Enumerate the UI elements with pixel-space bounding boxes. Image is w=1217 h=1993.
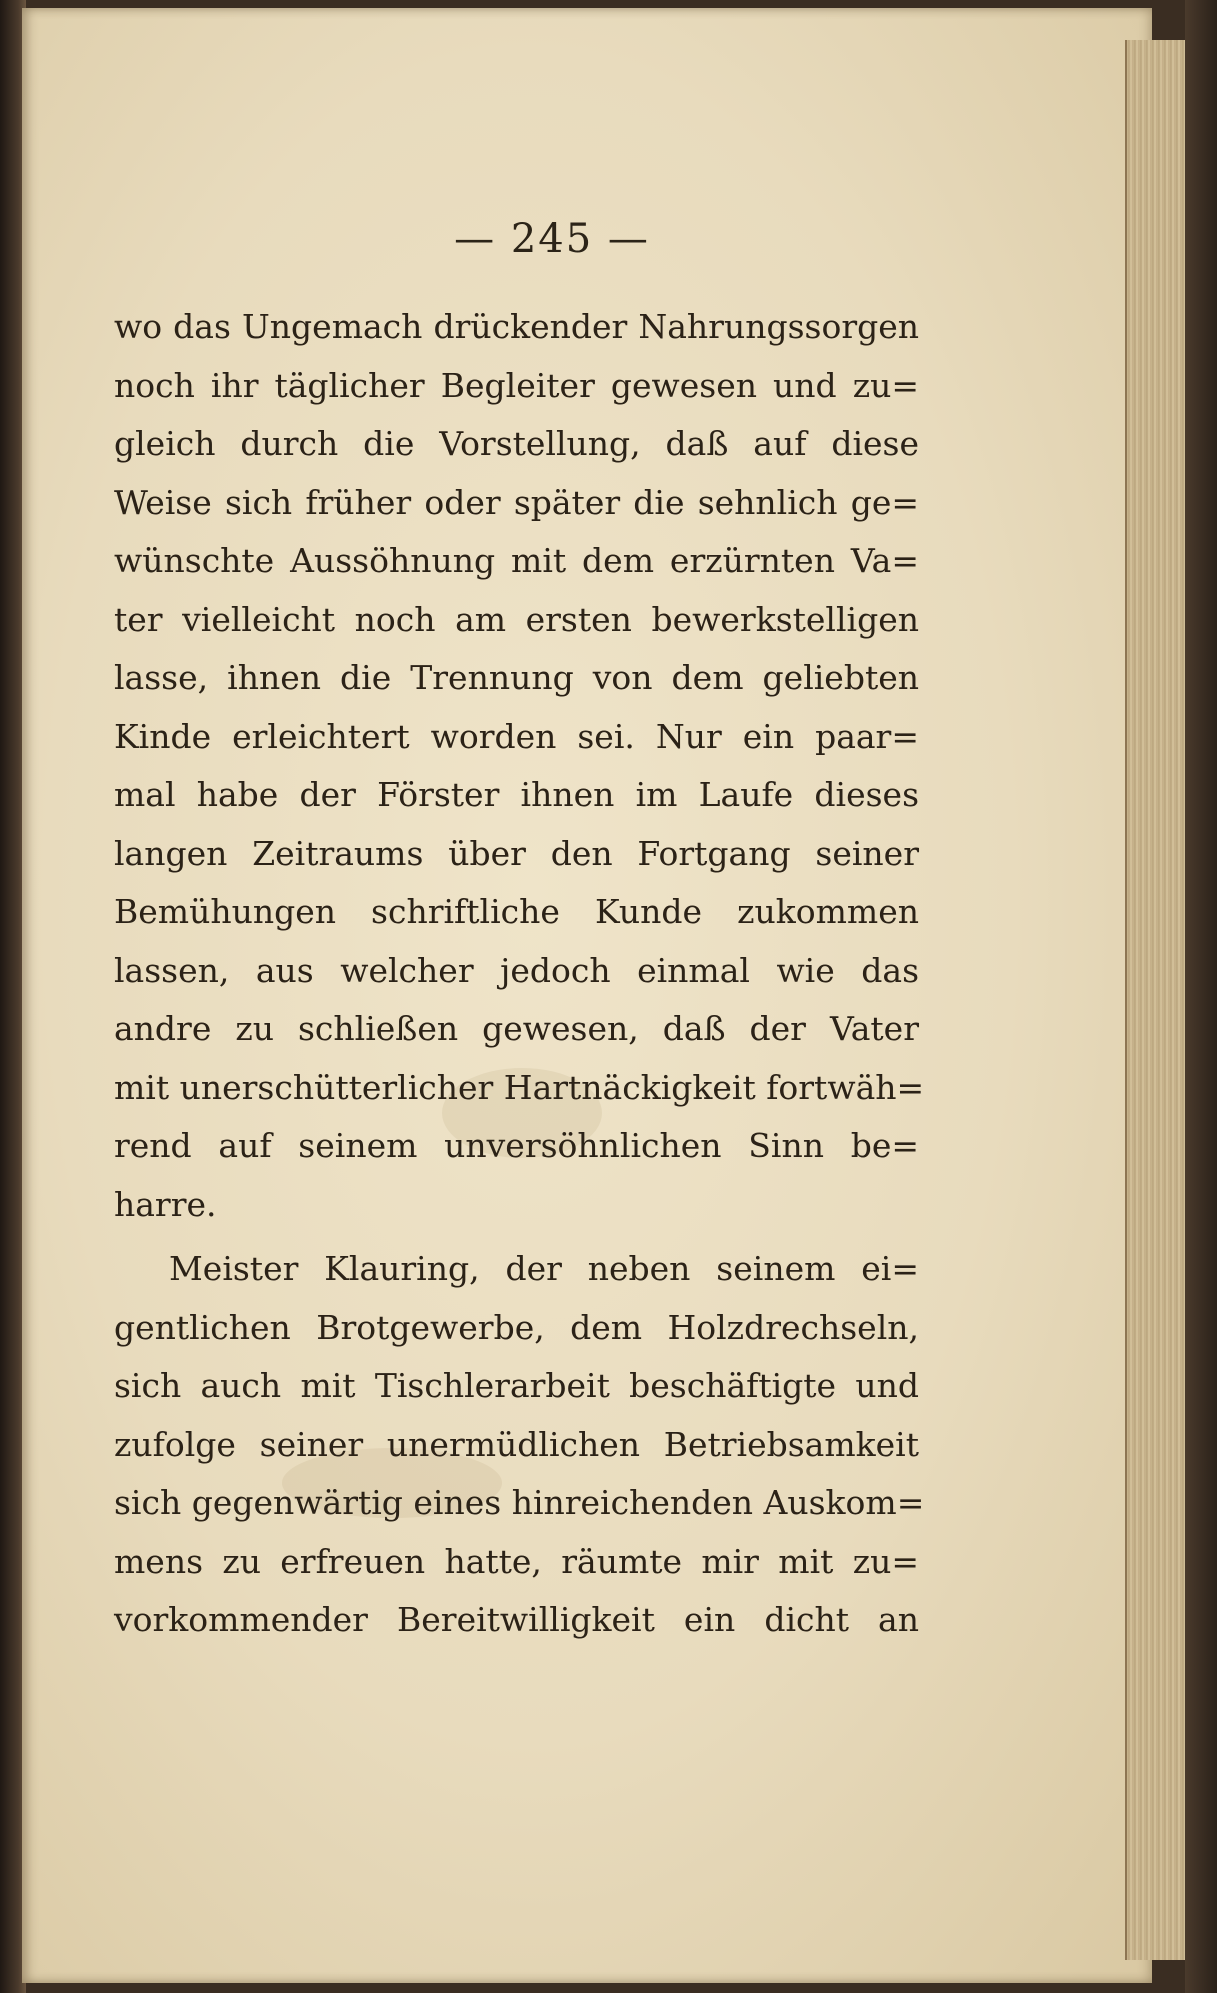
text-line: Meister Klauring, der neben seinem ei=	[169, 1249, 919, 1288]
paragraph-1	[114, 298, 925, 1234]
text-line: zufolge seiner unermüdlichen Betriebsamkeit	[114, 1424, 919, 1464]
text-line: mens zu erfreuen hatte, räumte mir mit zu=	[114, 1541, 919, 1581]
text-line: mal habe der Förster ihnen im Laufe dieses	[114, 775, 919, 814]
text-line: sich auch mit Tischlerarbeit beschäftigte und	[114, 1366, 919, 1405]
text-line: rend auf seinem unversöhnlichen Sinn be=	[114, 1126, 919, 1165]
text-line: wünschte Aussöhnung mit dem erzürnten Va=	[114, 541, 919, 580]
page-stack-edge	[1125, 40, 1189, 1960]
text-line: Weise sich früher oder später die sehnlich ge=	[114, 482, 919, 522]
text-line: ter vielleicht noch am ersten bewerkstelligen	[114, 599, 919, 639]
text-line: wo das Ungemach drückender Nahrungssorgen	[114, 307, 919, 346]
book-page	[22, 8, 1152, 1983]
text-line: vorkommender Bereitwilligkeit ein dicht an	[114, 1600, 919, 1639]
text-line: lassen, aus welcher jedoch einmal wie das	[114, 950, 919, 990]
text-line: gleich durch die Vorstellung, daß auf diese	[114, 424, 919, 463]
text-line: lasse, ihnen die Trennung von dem geliebten	[114, 658, 919, 697]
body-text	[114, 298, 925, 1650]
text-line: sich gegenwärtig eines hinreichenden Auskom=	[114, 1483, 925, 1522]
paragraph-2	[114, 1240, 925, 1650]
text-line: langen Zeitraums über den Fortgang seiner	[114, 833, 919, 873]
text-line: Kinde erleichtert worden sei. Nur ein paar=	[114, 716, 919, 756]
text-line: harre.	[114, 1184, 217, 1224]
book-cover-right-edge	[1185, 0, 1217, 1993]
text-line: noch ihr täglicher Begleiter gewesen und zu=	[114, 365, 919, 405]
text-line: andre zu schließen gewesen, daß der Vater	[114, 1009, 919, 1048]
page-number: — 245 —	[454, 216, 650, 262]
text-line: gentlichen Brotgewerbe, dem Holzdrechseln,	[114, 1307, 919, 1347]
text-line: Bemühungen schriftliche Kunde zukommen	[114, 892, 919, 931]
text-line: mit unerschütterlicher Hartnäckigkeit fortwäh=	[114, 1067, 925, 1107]
